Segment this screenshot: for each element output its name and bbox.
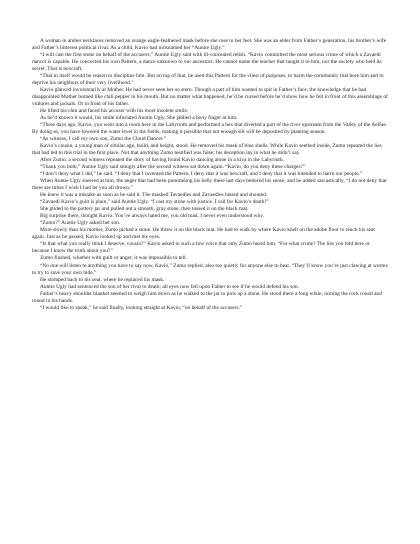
paragraph: Kavio glanced involuntarily at Mother. He had never seen her so stern. Though a part of him wanted to spit in Father’s face, the knowledge that he had disappointed Mother burned like chili pepper in his mouth. But no matter what happened, he’d be cursed before he’d show how he felt in front of this assemblage of vultures and jackals. Or in front of his father. bbox=[32, 87, 388, 108]
paragraph: More slowly than his mother, Zumo picked a stone. He threw it on the black mat. He had to walk by where Kavio knelt on the adobe floor to reach his seat again. Just as he passed, Kavio looked up and met his eyes. bbox=[32, 227, 375, 241]
paragraph: She glided to the pottery jar and pulled out a smooth, gray stone, then tossed it on the black mat. bbox=[40, 206, 249, 213]
paragraph: “Is that what you really think I deserve, cousin?” Kavio asked in such a low voice that only Zumo heard him. “For what crime? The lies you told here or because I know the truth about you?” bbox=[32, 241, 370, 255]
paragraph: “Zavaedi Kavio’s guilt is plain,” said Auntie Ugly. “I cast my stone with justice. I call for Kavio’s death!” bbox=[40, 199, 269, 206]
paragraph: After Zumo, a second witness repeated the story of having found Kavio dancing alone in a kiva in the Labyrinth. bbox=[40, 157, 284, 164]
paragraph: “I would like to speak,” he said finally, looking straight at Kavio, “on behalf of the accusers.” bbox=[40, 304, 243, 311]
paragraph: He lifted his chin and faced his accuser with his most insolent smile. bbox=[40, 108, 189, 115]
paragraph: “I don’t deny what I did,” he said. “I deny that I invented the Pattern, I deny that it was hexcraft, and I deny that it was intended to harm our people.” bbox=[40, 171, 363, 178]
paragraph: Kavio’s cousin, a young man of similar age, build, and height, stood. He removed his mask of blue shells. While Kavio seethed inside, Zumo repeated the lies that had led to this trial in the first place. Not that anything Zumo testified was false; his deception lay in what he didn’t say. bbox=[32, 143, 382, 157]
paragraph: When Auntie Ugly sneered at him, the anger that had been pummeling his belly these last days bettered his sense, and he added sarcastically, “I do not deny that there are times I wish I had let you all drown.” bbox=[32, 178, 387, 192]
paragraph: Auntie Ugly had sentenced the son of her rival to death; all eyes now fell upon Father to see if he would defend his son. bbox=[40, 283, 299, 290]
paragraph: Zumo flushed, whether with guilt or anger, it was impossible to tell. bbox=[40, 255, 187, 262]
paragraph: “Zumo?” Auntie Ugly asked her son. bbox=[40, 220, 121, 227]
paragraph: As he’d known it would, his smile infuriated Auntie Ugly. She jabbed a bony finger at him. bbox=[40, 115, 238, 122]
paragraph: “Three days ago, Kavio, you went into a room here in the Labyrinth and performed a hex that diverted a part of the river upstream from the Valley of the Aelfae. By doing so, you have lowered the water level in the fields, making it possible that not enough silt will be deposited by planting season. bbox=[32, 122, 388, 136]
paragraph: “As witness, I call my own son, Zumo the Cloud Dancer.” bbox=[40, 136, 166, 143]
paragraph: He knew it was a mistake as soon as he said it. The masked Tavaedies and Zavaedies hissed and shouted. bbox=[40, 192, 268, 199]
paragraph: Big surprise there, thought Kavio. You’ve always hated me, you old toad. I never even understood why. bbox=[40, 213, 264, 220]
paragraph: A woman in amber necklaces removed an orange eagle-feathered mask before she rose to her feet. She was an elder from Father’s generation, his brother’s wife and Father’s bitterest political rival. As a child, Kavio had nicknamed her “Auntie Ugly.” bbox=[32, 38, 387, 52]
paragraph: “I will cast the first stone on behalf of the accusers,” Auntie Ugly said with ill-concealed relish. “Kavio committed the most serious crime of which a Zavaedi dancer is capable. He concocted his own Pattern, a dance unknown to our ancestors. He cannot name the teacher that taught it to him, nor the society who held its secret. That is hexcraft. bbox=[32, 52, 382, 73]
paragraph: He stomped back to his seat, where he replaced his mask. bbox=[40, 276, 165, 283]
paragraph: “That in itself would be reason to discipline him. But on top of that, he used this Pattern for the vilest of purposes, to harm the community that bore him and to deprive his neighbors of their very livelihood.” bbox=[32, 73, 384, 87]
paragraph: Father’s heavy shoulder blanket seemed to weigh him down as he walked to the jar to pick up a stone. He stood there a long while, turning the rock round and round in his hands. bbox=[32, 290, 382, 304]
document-page bbox=[32, 38, 388, 312]
paragraph: “Thank you both,” Auntie Ugly said smugly after the second witness sat down again. “Kavio, do you deny these charges?” bbox=[40, 164, 306, 171]
paragraph: “No one will listen to anything you have to say now, Kavio,” Zumo replied, also too quietly for anyone else to hear. “They’ll know you’re just clawing at worms to try to save your own hide.” bbox=[32, 262, 388, 276]
